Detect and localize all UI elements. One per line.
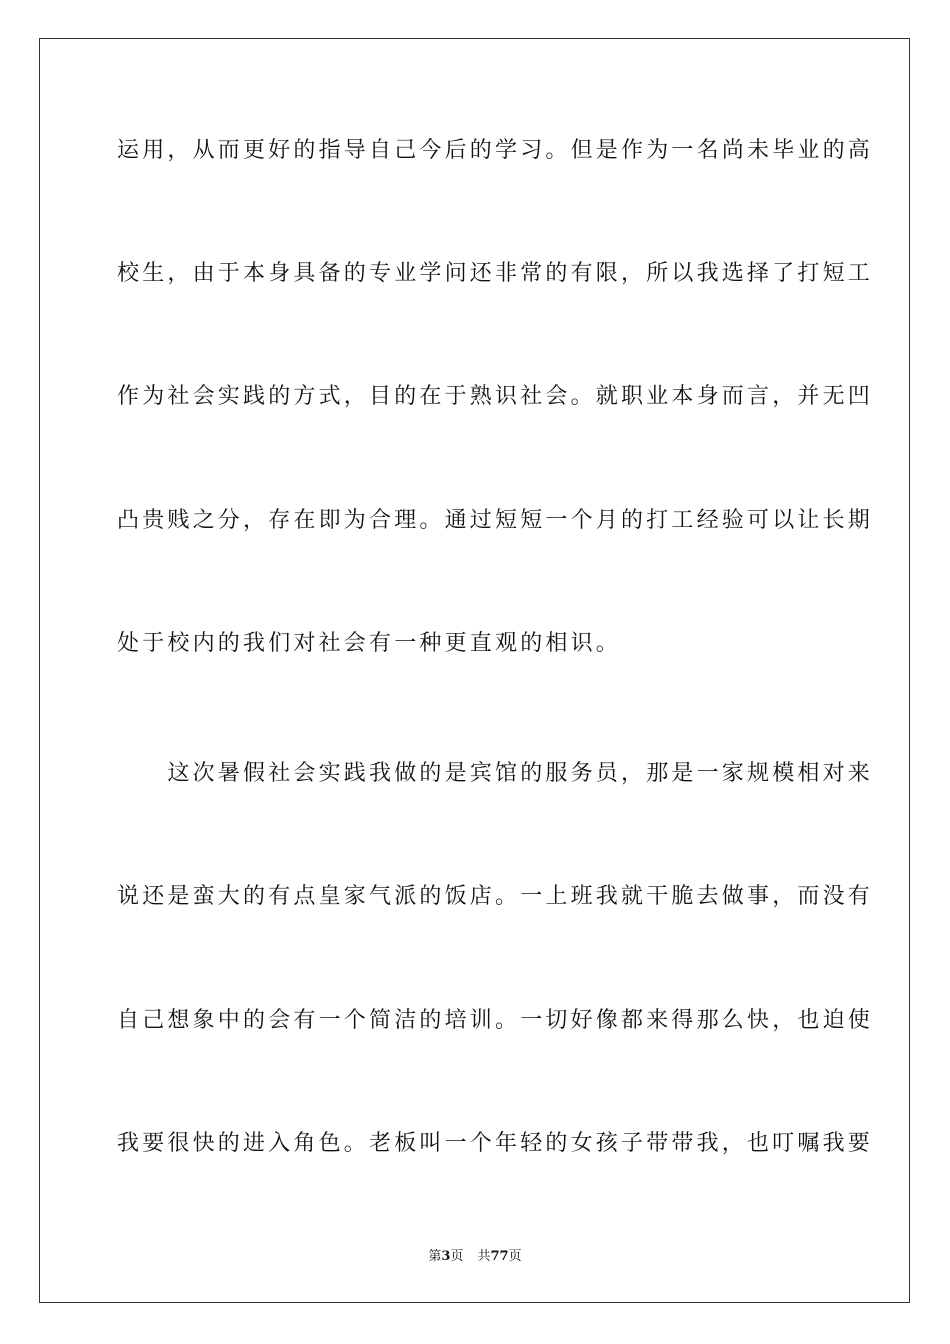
page-border (39, 38, 910, 1303)
page-number: 3 (441, 1249, 451, 1264)
body-text-line-9: 我要很快的进入角色。老板叫一个年轻的女孩子带带我，也叮嘱我要 (117, 1131, 874, 1156)
body-text-line-7: 说还是蛮大的有点皇家气派的饭店。一上班我就干脆去做事，而没有 (117, 884, 874, 909)
body-text-line-3: 作为社会实践的方式，目的在于熟识社会。就职业本身而言，并无凹 (117, 384, 874, 409)
page-prefix: 第 (428, 1249, 442, 1264)
total-suffix: 页 (508, 1249, 522, 1264)
page-footer (0, 1248, 950, 1266)
body-text-line-2: 校生，由于本身具备的专业学问还非常的有限，所以我选择了打短工 (117, 261, 874, 286)
body-text-line-4: 凸贵贱之分，存在即为合理。通过短短一个月的打工经验可以让长期 (117, 508, 874, 533)
body-text-line-6: 这次暑假社会实践我做的是宾馆的服务员，那是一家规模相对来 (117, 761, 874, 786)
page-suffix: 页 (450, 1249, 464, 1264)
body-text-line-8: 自己想象中的会有一个简洁的培训。一切好像都来得那么快，也迫使 (117, 1008, 874, 1033)
body-text-line-5: 处于校内的我们对社会有一种更直观的相识。 (117, 631, 622, 656)
body-text-line-1: 运用，从而更好的指导自己今后的学习。但是作为一名尚未毕业的高 (117, 138, 874, 163)
total-prefix: 共 (477, 1249, 491, 1264)
total-pages: 77 (490, 1249, 509, 1264)
